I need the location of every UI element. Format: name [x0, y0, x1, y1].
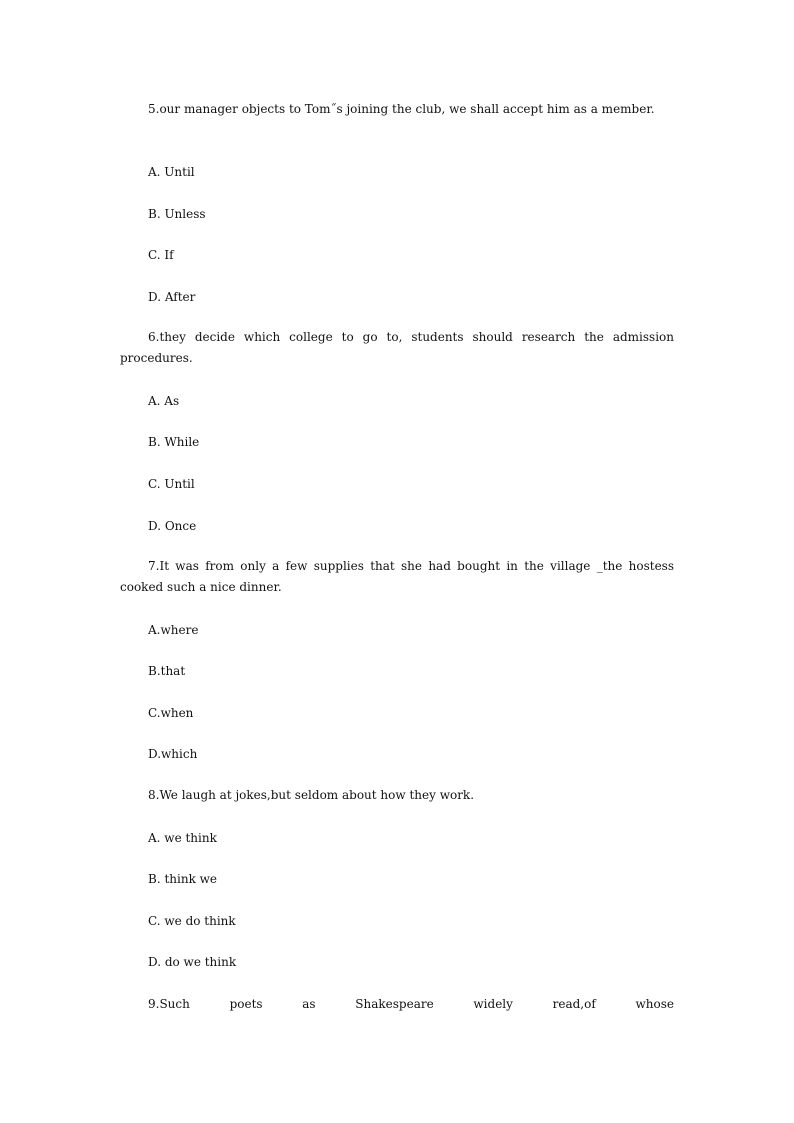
question-8-option-a: A. we think: [148, 831, 217, 845]
question-9-word: as: [302, 997, 316, 1011]
question-8-option-b: B. think we: [148, 872, 218, 886]
question-7-option-c: C.when: [148, 706, 194, 720]
question-6-option-d: D. Once: [148, 519, 197, 533]
question-9-word: poets: [229, 997, 263, 1011]
question-7-option-a: A.where: [148, 623, 199, 637]
question-9-word: widely: [473, 997, 513, 1011]
question-6-option-b: B. While: [148, 435, 200, 449]
question-6-stem: 6.they decide which college to go to, students should research the admission procedures.: [120, 330, 674, 365]
question-9-word: 9.Such: [148, 997, 190, 1011]
question-9-stem: [148, 996, 674, 1012]
question-5-stem: 5.our manager objects to Tom˝s joining the club, we shall accept him as a member.: [148, 102, 655, 116]
question-9-word: Shakespeare: [355, 997, 434, 1011]
question-7-option-d: D.which: [148, 747, 198, 761]
question-7-stem: 7.It was from only a few supplies that she had bought in the village _the hostess cooked such a nice dinner.: [120, 559, 674, 594]
question-5-option-a: A. Until: [148, 165, 195, 179]
question-5-option-b: B. Unless: [148, 207, 206, 221]
question-9-word: whose: [635, 997, 674, 1011]
question-9-word: read,of: [552, 997, 596, 1011]
question-8-option-d: D. do we think: [148, 955, 237, 969]
question-8-option-c: C. we do think: [148, 914, 236, 928]
question-6-option-a: A. As: [148, 394, 180, 408]
question-7-option-b: B.that: [148, 664, 186, 678]
question-6-option-c: C. Until: [148, 477, 195, 491]
question-5-option-d: D. After: [148, 290, 196, 304]
question-5-option-c: C. If: [148, 248, 174, 262]
question-8-stem: 8.We laugh at jokes,but seldom about how they work.: [148, 788, 475, 802]
